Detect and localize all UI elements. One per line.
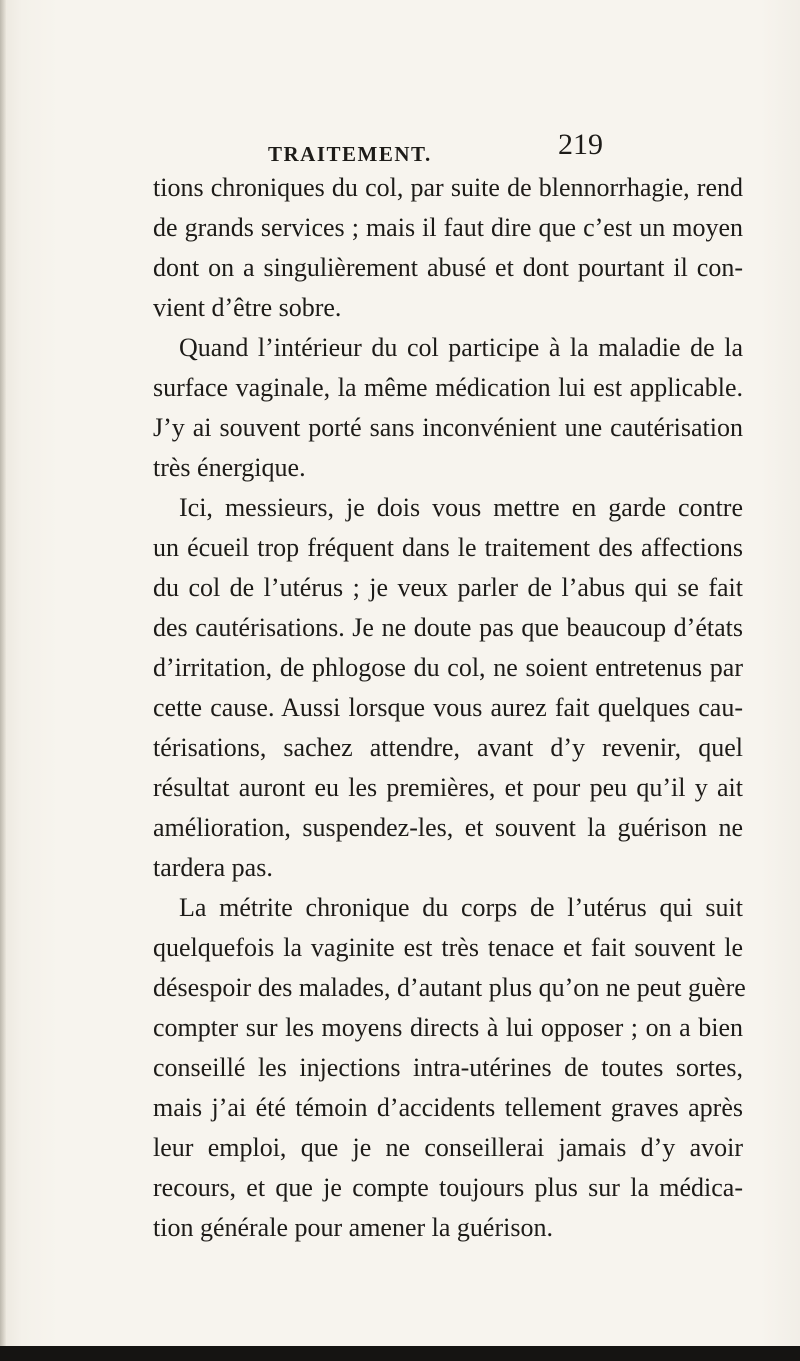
running-title: TRAITEMENT. (268, 142, 432, 166)
text-line: des cautérisations. Je ne doute pas que beaucoup d’états (153, 613, 743, 642)
text-line: tardera pas. (153, 853, 273, 882)
text-line: Ici, messieurs, je dois vous mettre en garde contre (179, 493, 743, 522)
text-line: tions chroniques du col, par suite de blennorrhagie, rend (153, 173, 743, 202)
text-line: un écueil trop fréquent dans le traitement des affections (153, 533, 743, 562)
text-line: d’irritation, de phlogose du col, ne soient entretenus par (153, 653, 743, 682)
text-line: tion générale pour amener la guérison. (153, 1213, 553, 1242)
page-header (0, 128, 800, 168)
text-line: térisations, sachez attendre, avant d’y revenir, quel (153, 733, 743, 762)
text-line: très énergique. (153, 453, 306, 482)
page-number: 219 (558, 128, 603, 161)
text-line: désespoir des malades, d’autant plus qu’on ne peut guère (153, 973, 746, 1002)
text-line: Quand l’intérieur du col participe à la maladie de la (179, 333, 743, 362)
body-text (153, 168, 746, 1248)
text-line: surface vaginale, la même médication lui est applicable. (153, 373, 743, 402)
text-line: amélioration, suspendez-les, et souvent la guérison ne (153, 813, 743, 842)
text-line: J’y ai souvent porté sans inconvénient une cautérisation (153, 413, 743, 442)
text-line: résultat auront eu les premières, et pour peu qu’il y ait (153, 773, 743, 802)
text-line: du col de l’utérus ; je veux parler de l’abus qui se fait (153, 573, 743, 602)
text-line: recours, et que je compte toujours plus sur la médica- (153, 1173, 743, 1202)
page-left-edge (0, 0, 6, 1361)
text-line: cette cause. Aussi lorsque vous aurez fait quelques cau- (153, 693, 743, 722)
text-line: de grands services ; mais il faut dire que c’est un moyen (153, 213, 743, 242)
text-line: mais j’ai été témoin d’accidents tellement graves après (153, 1093, 743, 1122)
text-line: conseillé les injections intra-utérines de toutes sortes, (153, 1053, 743, 1082)
text-line: vient d’être sobre. (153, 293, 342, 322)
text-line: quelquefois la vaginite est très tenace et fait souvent le (153, 933, 743, 962)
text-line: leur emploi, que je ne conseillerai jamais d’y avoir (153, 1133, 743, 1162)
text-line: La métrite chronique du corps de l’utérus qui suit (179, 893, 743, 922)
text-line: compter sur les moyens directs à lui opposer ; on a bien (153, 1013, 743, 1042)
text-line: dont on a singulièrement abusé et dont pourtant il con- (153, 253, 743, 282)
scan-bottom-border (0, 1346, 800, 1361)
